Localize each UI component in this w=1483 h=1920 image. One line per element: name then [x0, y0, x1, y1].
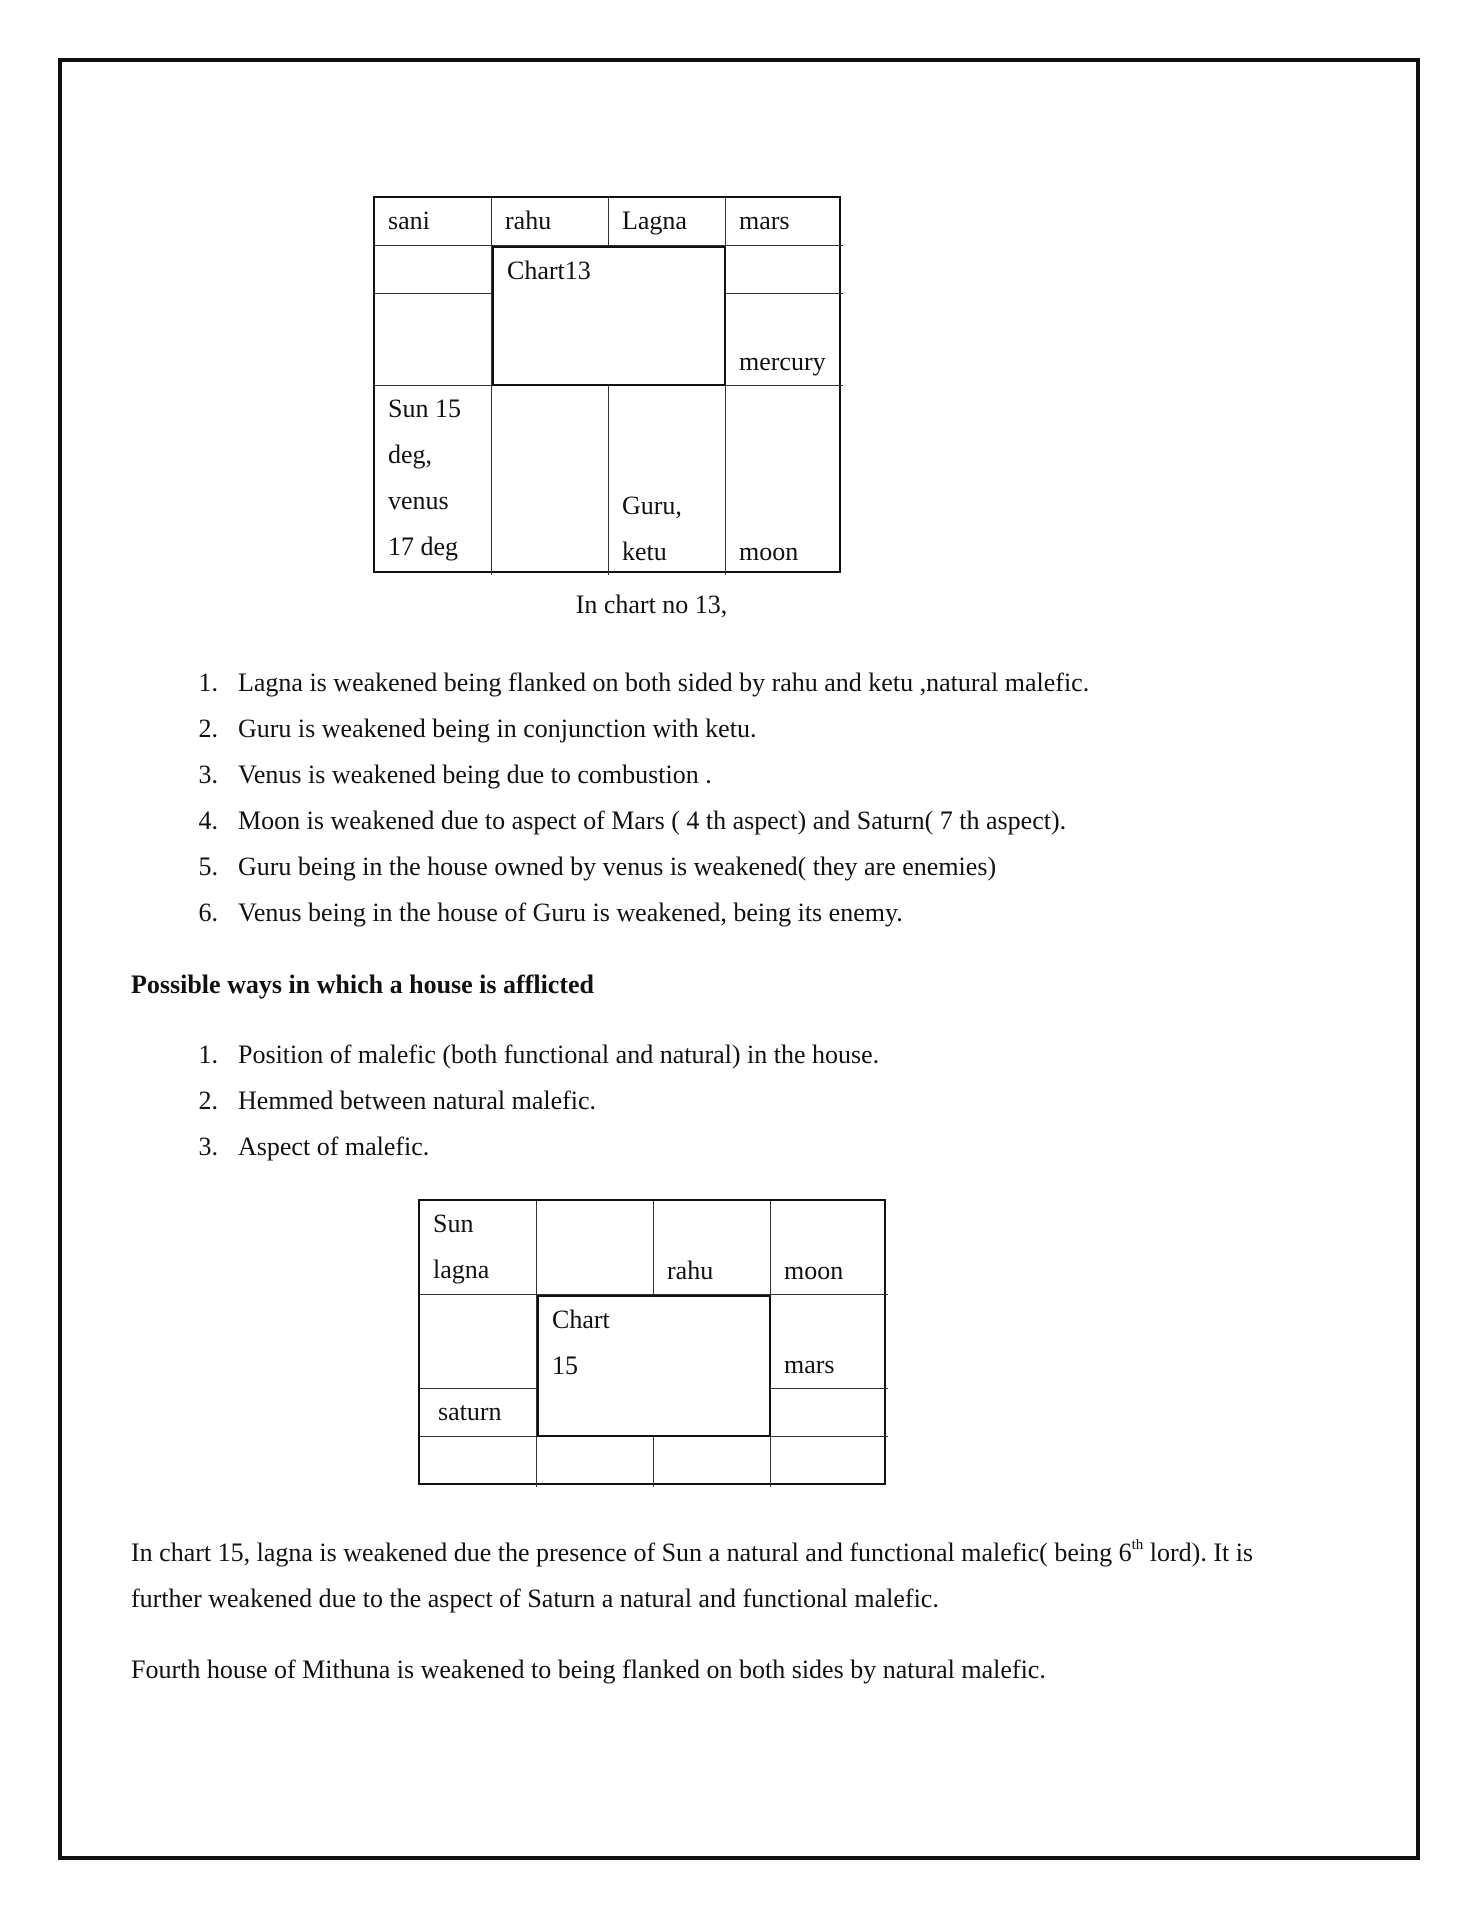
chart15-cell-moon: moon — [771, 1201, 888, 1295]
chart15-cell-mars: mars — [771, 1295, 888, 1389]
list-item: 1. Lagna is weakened being flanked on both sided by rahu and ketu ,natural malefic. — [198, 668, 1090, 697]
chart13-cell-rahu: rahu — [492, 198, 609, 246]
list-item: 2. Hemmed between natural malefic. — [198, 1086, 597, 1115]
list-item: 1. Position of malefic (both functional and natural) in the house. — [198, 1040, 880, 1069]
chart15-cell-left-upper — [420, 1295, 537, 1389]
list-item: 6. Venus being in the house of Guru is weakened, being its enemy. — [198, 898, 903, 927]
chart13-caption: In chart no 13, — [575, 590, 728, 619]
list-item: 2. Guru is weakened being in conjunction with ketu. — [198, 714, 757, 743]
chart15-title: Chart — [552, 1305, 610, 1334]
chart15-cell-bottom-1 — [420, 1437, 537, 1487]
chart-15 — [418, 1199, 886, 1485]
chart15-cell-sun-lagna: Sun lagna — [420, 1201, 537, 1295]
chart13-cell-right-upper — [726, 246, 843, 294]
chart13-center — [492, 246, 726, 386]
chart15-cell-bottom-2 — [537, 1437, 654, 1487]
list-item: 5. Guru being in the house owned by venus is weakened( they are enemies) — [198, 852, 997, 881]
chart13-cell-empty-bottom — [492, 386, 609, 575]
chart15-cell-bottom-4 — [771, 1437, 888, 1487]
chart13-cell-moon: moon — [739, 537, 799, 566]
section-heading: Possible ways in which a house is afflicted — [131, 970, 594, 999]
chart-13 — [373, 196, 841, 573]
ways-list — [168, 1032, 879, 1170]
chart13-cell-sun-venus: Sun 15 deg, venus 17 deg — [375, 386, 492, 575]
mithuna-paragraph: Fourth house of Mithuna is weakened to being flanked on both sides by natural malefic. — [131, 1655, 1046, 1684]
afflictions-list — [168, 660, 1089, 936]
chart15-center: Chart 15 — [537, 1295, 771, 1437]
chart13-title: Chart13 — [507, 256, 591, 285]
chart15-cell-bottom-3 — [654, 1437, 771, 1487]
chart13-cell-mercury: mercury — [726, 294, 843, 386]
chart13-cell-guru-ketu: Guru, ketu — [609, 386, 726, 575]
chart15-cell-empty-top — [537, 1201, 654, 1295]
list-item: 3. Aspect of malefic. — [198, 1132, 430, 1161]
chart13-cell-left-upper — [375, 246, 492, 294]
chart15-cell-rahu: rahu — [654, 1201, 771, 1295]
chart13-cell-mars: mars — [726, 198, 843, 246]
chart13-cell-sani: sani — [375, 198, 492, 246]
chart13-cell-lagna: Lagna — [609, 198, 726, 246]
chart15-cell-saturn: saturn — [420, 1389, 537, 1437]
chart15-cell-right-lower — [771, 1389, 888, 1437]
chart13-cell-left-lower — [375, 294, 492, 386]
list-item: 4. Moon is weakened due to aspect of Mars ( 4 th aspect) and Saturn( 7 th aspect). — [198, 806, 1067, 835]
list-item: 3. Venus is weakened being due to combustion . — [198, 760, 712, 789]
chart15-paragraph: In chart 15, lagna is weakened due the presence of Sun a natural and functional malefic( being 6th lord). It is further weakened due to the aspect of Saturn a natural and functional malefic. — [131, 1537, 1254, 1613]
